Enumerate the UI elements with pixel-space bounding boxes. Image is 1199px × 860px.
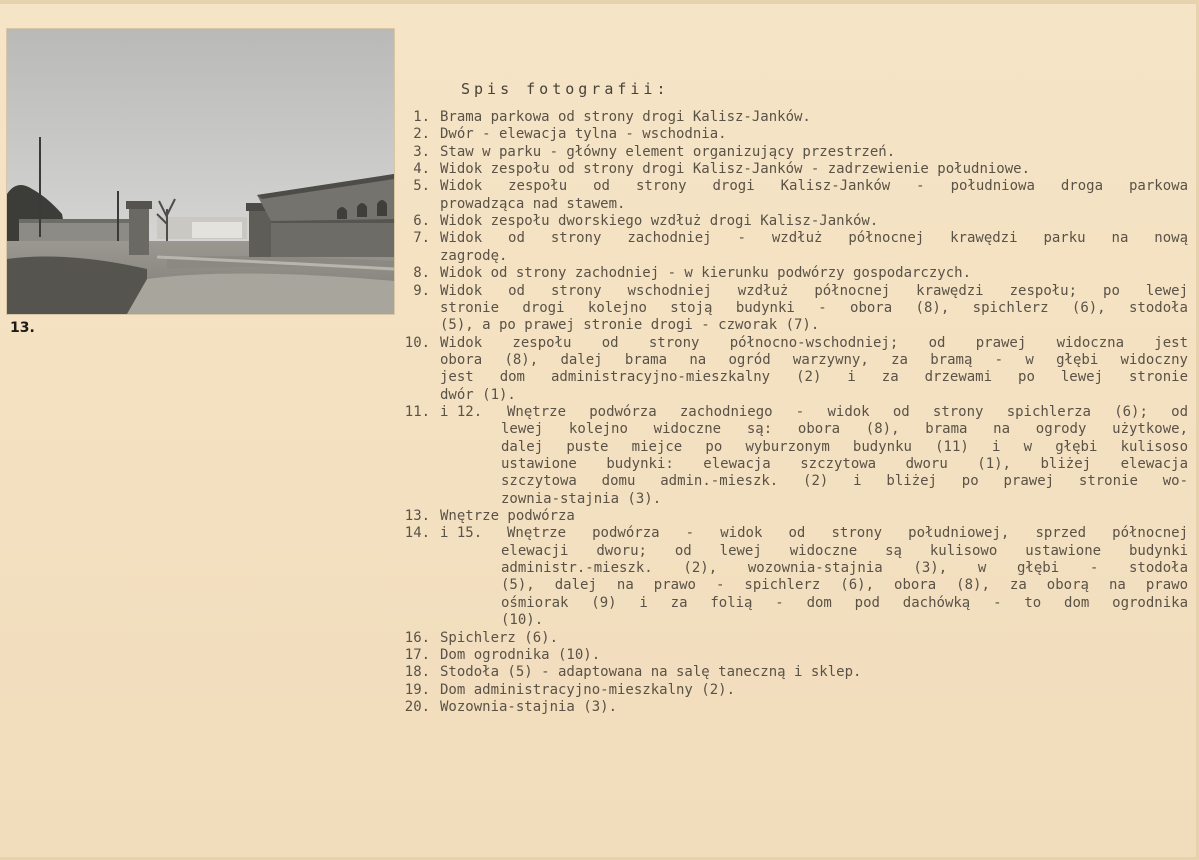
list-item-text-line: Widok od strony wschodniej wzdłuż północnej krawędzi zespołu; po lewej: [440, 282, 1188, 299]
list-item-number: 14.: [404, 525, 431, 542]
list-item-text-line: szczytowa domu admin.-mieszk. (2) i bliżej po prawej stronie wo-: [501, 473, 1188, 490]
list-item-number: 9.: [413, 282, 431, 299]
list-item-number: 6.: [413, 213, 431, 230]
list-item-text-line: Dom administracyjno-mieszkalny (2).: [440, 681, 736, 698]
list-item-text-line: obora (8), dalej brama na ogród warzywny, za bramą - w głębi widoczny: [440, 351, 1188, 368]
list-item-number: 20.: [404, 698, 431, 715]
list-item-text-line: ośmiorak (9) i za folią - dom pod dachówką - to dom ogrodnika: [501, 594, 1188, 611]
list-item-text-line: Staw w parku - główny element organizujący przestrzeń.: [440, 143, 896, 160]
list-item-text-line: (5), dalej na prawo - spichlerz (6), obora (8), za oborą na prawo: [501, 577, 1188, 594]
list-item-text-line: jest dom administracyjno-mieszkalny (2) i za drzewami po lewej stronie: [440, 369, 1188, 386]
list-item-text-line: administr.-mieszk. (2), wozownia-stajnia (3), w głębi - stodoła: [501, 560, 1188, 577]
list-item-text-line: Widok zespołu od strony północno-wschodniej; od prawej widoczna jest: [440, 334, 1188, 351]
list-item-number: 10.: [404, 334, 431, 351]
list-item-text-line: (10).: [501, 612, 544, 629]
list-item-number: 5.: [413, 178, 431, 195]
list-item-text-line: zownia-stajnia (3).: [501, 490, 662, 507]
list-item-number: 17.: [404, 646, 431, 663]
list-item-text-line: stronie drogi kolejno stoją budynki - obora (8), spichlerz (6), stodoła: [440, 299, 1188, 316]
list-item-number: 8.: [413, 265, 431, 282]
list-item-text-line: Widok od strony zachodniej - w kierunku podwórzy gospodarczych.: [440, 265, 972, 282]
list-item-text-line: Widok zespołu od strony drogi Kalisz-Janków - zadrzewienie południowe.: [440, 161, 1031, 178]
list-item-text-line: Widok zespołu dworskiego wzdłuż drogi Kalisz-Janków.: [440, 213, 879, 230]
list-item-text-line: Wnętrze podwórza zachodniego - widok od strony spichlerza (6); od: [507, 403, 1188, 420]
list-item-text-line: zagrodę.: [440, 247, 508, 264]
list-item-text-line: Wozownia-stajnia (3).: [440, 698, 618, 715]
list-item-number: 19.: [404, 681, 431, 698]
list-item-text-line: Dwór - elewacja tylna - wschodnia.: [440, 126, 727, 143]
list-item-text-line: Dom ogrodnika (10).: [440, 646, 601, 663]
list-item-number: 11.: [404, 403, 431, 420]
list-item-text-line: Widok zespołu od strony drogi Kalisz-Janków - południowa droga parkowa: [440, 178, 1188, 195]
list-item-range-end: i 12.: [440, 403, 483, 420]
photo-number-label: 13.: [10, 320, 35, 336]
list-item-text-line: Wnętrze podwórza: [440, 508, 575, 525]
list-item-text-line: Widok od strony zachodniej - wzdłuż północnej krawędzi parku na nową: [440, 230, 1188, 247]
list-item-number: 13.: [404, 508, 431, 525]
list-item-number: 2.: [413, 126, 431, 143]
list-item-number: 3.: [413, 143, 431, 160]
list-heading: Spis fotografii:: [461, 80, 670, 98]
list-item-text-line: Stodoła (5) - adaptowana na salę taneczną i sklep.: [440, 664, 862, 681]
list-item-text-line: Brama parkowa od strony drogi Kalisz-Janków.: [440, 109, 811, 125]
list-item-text-line: dwór (1).: [440, 386, 516, 403]
list-item-text-line: lewej kolejno widoczne są: obora (8), brama na ogrody użytkowe,: [501, 421, 1188, 438]
list-item-text-line: Spichlerz (6).: [440, 629, 559, 646]
list-item-range-end: i 15.: [440, 525, 483, 542]
list-item-number: 7.: [413, 230, 431, 247]
list-item-text-line: elewacji dworu; od lewej widoczne są kulisowo ustawione budynki: [501, 542, 1188, 559]
list-item-number: 4.: [413, 161, 431, 178]
list-item-text-line: (5), a po prawej stronie drogi - czworak (7).: [440, 317, 820, 334]
list-item-text-line: Wnętrze podwórza - widok od strony południowej, sprzed północnej: [507, 525, 1188, 542]
list-item-number: 1.: [413, 109, 431, 125]
list-item-text-line: ustawione budynki: elewacja szczytowa dworu (1), bliżej elewacja: [501, 456, 1188, 472]
list-item-text-line: prowadząca nad stawem.: [440, 195, 626, 212]
list-item-number: 18.: [404, 664, 431, 681]
list-item-number: 16.: [404, 629, 431, 646]
list-item-text-line: dalej puste miejce po wyburzonym budynku (11) i w głębi kulisoso: [501, 438, 1188, 455]
